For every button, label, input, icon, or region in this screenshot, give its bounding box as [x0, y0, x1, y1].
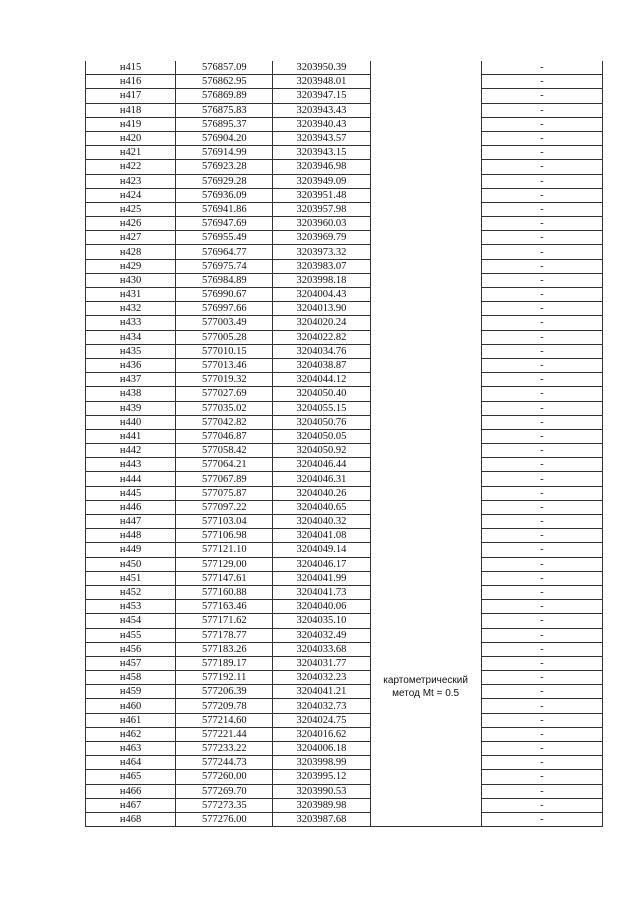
- point-name-cell: н428: [86, 245, 176, 259]
- accuracy-cell: -: [481, 671, 602, 685]
- y-coordinate-cell: 3204016.62: [273, 727, 370, 741]
- x-coordinate-cell: 577160.88: [176, 585, 273, 599]
- x-coordinate-cell: 577010.15: [176, 344, 273, 358]
- point-name-cell: н431: [86, 288, 176, 302]
- accuracy-cell: -: [481, 571, 602, 585]
- x-coordinate-cell: 577005.28: [176, 330, 273, 344]
- accuracy-cell: -: [481, 401, 602, 415]
- accuracy-cell: -: [481, 344, 602, 358]
- y-coordinate-cell: 3203957.98: [273, 202, 370, 216]
- y-coordinate-cell: 3203943.57: [273, 131, 370, 145]
- table-row: [86, 515, 603, 529]
- table-row: [86, 188, 603, 202]
- y-coordinate-cell: 3203989.98: [273, 798, 370, 812]
- y-coordinate-cell: 3204033.68: [273, 642, 370, 656]
- table-row: [86, 543, 603, 557]
- point-name-cell: н455: [86, 628, 176, 642]
- table-row: [86, 529, 603, 543]
- accuracy-cell: -: [481, 458, 602, 472]
- point-name-cell: н438: [86, 387, 176, 401]
- point-name-cell: н424: [86, 188, 176, 202]
- x-coordinate-cell: 576964.77: [176, 245, 273, 259]
- accuracy-cell: -: [481, 103, 602, 117]
- y-coordinate-cell: 3203940.43: [273, 117, 370, 131]
- table-row: [86, 798, 603, 812]
- accuracy-cell: -: [481, 585, 602, 599]
- accuracy-cell: -: [481, 131, 602, 145]
- accuracy-cell: -: [481, 146, 602, 160]
- y-coordinate-cell: 3204041.99: [273, 571, 370, 585]
- accuracy-cell: -: [481, 685, 602, 699]
- x-coordinate-cell: 577035.02: [176, 401, 273, 415]
- x-coordinate-cell: 577058.42: [176, 444, 273, 458]
- y-coordinate-cell: 3203960.03: [273, 217, 370, 231]
- point-name-cell: н419: [86, 117, 176, 131]
- table-row: [86, 600, 603, 614]
- method-line-2: метод Mt = 0.5: [392, 688, 460, 699]
- accuracy-cell: -: [481, 727, 602, 741]
- x-coordinate-cell: 577042.82: [176, 415, 273, 429]
- accuracy-cell: -: [481, 756, 602, 770]
- table-row: [86, 160, 603, 174]
- x-coordinate-cell: 577206.39: [176, 685, 273, 699]
- accuracy-cell: -: [481, 202, 602, 216]
- point-name-cell: н444: [86, 472, 176, 486]
- accuracy-cell: -: [481, 642, 602, 656]
- point-name-cell: н458: [86, 671, 176, 685]
- table-row: [86, 458, 603, 472]
- table-row: [86, 330, 603, 344]
- table-row: [86, 585, 603, 599]
- x-coordinate-cell: 576857.09: [176, 61, 273, 75]
- table-row: [86, 401, 603, 415]
- x-coordinate-cell: 577273.35: [176, 798, 273, 812]
- accuracy-cell: -: [481, 415, 602, 429]
- accuracy-cell: -: [481, 231, 602, 245]
- point-name-cell: н467: [86, 798, 176, 812]
- table-row: [86, 387, 603, 401]
- accuracy-cell: -: [481, 217, 602, 231]
- y-coordinate-cell: 3203983.07: [273, 259, 370, 273]
- accuracy-cell: -: [481, 373, 602, 387]
- x-coordinate-cell: 577064.21: [176, 458, 273, 472]
- table-row: [86, 770, 603, 784]
- x-coordinate-cell: 577129.00: [176, 557, 273, 571]
- coordinates-table: [85, 61, 603, 827]
- table-row: [86, 756, 603, 770]
- x-coordinate-cell: 576975.74: [176, 259, 273, 273]
- point-name-cell: н435: [86, 344, 176, 358]
- y-coordinate-cell: 3204050.40: [273, 387, 370, 401]
- point-name-cell: н445: [86, 486, 176, 500]
- point-name-cell: н460: [86, 699, 176, 713]
- accuracy-cell: -: [481, 543, 602, 557]
- x-coordinate-cell: 576941.86: [176, 202, 273, 216]
- point-name-cell: н434: [86, 330, 176, 344]
- y-coordinate-cell: 3203950.39: [273, 61, 370, 75]
- y-coordinate-cell: 3204041.08: [273, 529, 370, 543]
- accuracy-cell: -: [481, 316, 602, 330]
- x-coordinate-cell: 577189.17: [176, 656, 273, 670]
- table-row: [86, 614, 603, 628]
- y-coordinate-cell: 3204031.77: [273, 656, 370, 670]
- accuracy-cell: -: [481, 160, 602, 174]
- x-coordinate-cell: 577027.69: [176, 387, 273, 401]
- table-row: [86, 316, 603, 330]
- table-row: [86, 146, 603, 160]
- y-coordinate-cell: 3204020.24: [273, 316, 370, 330]
- table-row: [86, 174, 603, 188]
- point-name-cell: н439: [86, 401, 176, 415]
- accuracy-cell: -: [481, 472, 602, 486]
- y-coordinate-cell: 3204022.82: [273, 330, 370, 344]
- table-row: [86, 202, 603, 216]
- table-row: [86, 742, 603, 756]
- accuracy-cell: -: [481, 699, 602, 713]
- y-coordinate-cell: 3203943.15: [273, 146, 370, 160]
- y-coordinate-cell: 3204006.18: [273, 742, 370, 756]
- y-coordinate-cell: 3204032.73: [273, 699, 370, 713]
- point-name-cell: н451: [86, 571, 176, 585]
- accuracy-cell: -: [481, 770, 602, 784]
- table-row: [86, 75, 603, 89]
- y-coordinate-cell: 3204040.32: [273, 515, 370, 529]
- x-coordinate-cell: 576929.28: [176, 174, 273, 188]
- x-coordinate-cell: 577171.62: [176, 614, 273, 628]
- point-name-cell: н461: [86, 713, 176, 727]
- x-coordinate-cell: 576997.66: [176, 302, 273, 316]
- table-row: [86, 273, 603, 287]
- y-coordinate-cell: 3204040.65: [273, 500, 370, 514]
- table-row: [86, 699, 603, 713]
- y-coordinate-cell: 3203998.18: [273, 273, 370, 287]
- x-coordinate-cell: 577183.26: [176, 642, 273, 656]
- y-coordinate-cell: 3203949.09: [273, 174, 370, 188]
- x-coordinate-cell: 577147.61: [176, 571, 273, 585]
- point-name-cell: н433: [86, 316, 176, 330]
- table-row: [86, 727, 603, 741]
- point-name-cell: н447: [86, 515, 176, 529]
- x-coordinate-cell: 577103.04: [176, 515, 273, 529]
- accuracy-cell: -: [481, 600, 602, 614]
- point-name-cell: н450: [86, 557, 176, 571]
- accuracy-cell: -: [481, 288, 602, 302]
- x-coordinate-cell: 576904.20: [176, 131, 273, 145]
- accuracy-cell: -: [481, 784, 602, 798]
- y-coordinate-cell: 3203998.99: [273, 756, 370, 770]
- point-name-cell: н446: [86, 500, 176, 514]
- table-row: [86, 245, 603, 259]
- y-coordinate-cell: 3204040.26: [273, 486, 370, 500]
- accuracy-cell: -: [481, 812, 602, 826]
- point-name-cell: н453: [86, 600, 176, 614]
- method-cell: [370, 61, 481, 827]
- point-name-cell: н421: [86, 146, 176, 160]
- y-coordinate-cell: 3204050.76: [273, 415, 370, 429]
- y-coordinate-cell: 3204040.06: [273, 600, 370, 614]
- x-coordinate-cell: 577214.60: [176, 713, 273, 727]
- x-coordinate-cell: 577046.87: [176, 429, 273, 443]
- y-coordinate-cell: 3204034.76: [273, 344, 370, 358]
- y-coordinate-cell: 3203987.68: [273, 812, 370, 826]
- accuracy-cell: -: [481, 486, 602, 500]
- table-row: [86, 671, 603, 685]
- x-coordinate-cell: 577013.46: [176, 358, 273, 372]
- table-row: [86, 302, 603, 316]
- point-name-cell: н422: [86, 160, 176, 174]
- point-name-cell: н465: [86, 770, 176, 784]
- accuracy-cell: -: [481, 713, 602, 727]
- point-name-cell: н464: [86, 756, 176, 770]
- table-row: [86, 685, 603, 699]
- point-name-cell: н452: [86, 585, 176, 599]
- table-row: [86, 344, 603, 358]
- x-coordinate-cell: 576984.89: [176, 273, 273, 287]
- point-name-cell: н432: [86, 302, 176, 316]
- y-coordinate-cell: 3204032.49: [273, 628, 370, 642]
- x-coordinate-cell: 577075.87: [176, 486, 273, 500]
- accuracy-cell: -: [481, 529, 602, 543]
- accuracy-cell: -: [481, 515, 602, 529]
- accuracy-cell: -: [481, 174, 602, 188]
- point-name-cell: н441: [86, 429, 176, 443]
- accuracy-cell: -: [481, 557, 602, 571]
- y-coordinate-cell: 3204050.92: [273, 444, 370, 458]
- table-row: [86, 557, 603, 571]
- table-row: [86, 358, 603, 372]
- x-coordinate-cell: 576955.49: [176, 231, 273, 245]
- table-row: [86, 656, 603, 670]
- x-coordinate-cell: 576947.69: [176, 217, 273, 231]
- accuracy-cell: -: [481, 302, 602, 316]
- point-name-cell: н468: [86, 812, 176, 826]
- point-name-cell: н457: [86, 656, 176, 670]
- x-coordinate-cell: 576895.37: [176, 117, 273, 131]
- point-name-cell: н440: [86, 415, 176, 429]
- table-row: [86, 89, 603, 103]
- y-coordinate-cell: 3204032.23: [273, 671, 370, 685]
- method-description: [371, 674, 481, 700]
- x-coordinate-cell: 577003.49: [176, 316, 273, 330]
- point-name-cell: н436: [86, 358, 176, 372]
- accuracy-cell: -: [481, 656, 602, 670]
- table-row: [86, 231, 603, 245]
- coordinates-table-body: [86, 61, 603, 827]
- table-row: [86, 217, 603, 231]
- table-row: [86, 288, 603, 302]
- y-coordinate-cell: 3204041.73: [273, 585, 370, 599]
- table-row: [86, 571, 603, 585]
- x-coordinate-cell: 577019.32: [176, 373, 273, 387]
- point-name-cell: н430: [86, 273, 176, 287]
- table-row: [86, 486, 603, 500]
- point-name-cell: н443: [86, 458, 176, 472]
- point-name-cell: н456: [86, 642, 176, 656]
- table-row: [86, 628, 603, 642]
- table-row: [86, 429, 603, 443]
- y-coordinate-cell: 3204004.43: [273, 288, 370, 302]
- accuracy-cell: -: [481, 245, 602, 259]
- table-row: [86, 103, 603, 117]
- table-row: [86, 500, 603, 514]
- x-coordinate-cell: 576875.83: [176, 103, 273, 117]
- x-coordinate-cell: 576990.67: [176, 288, 273, 302]
- point-name-cell: н429: [86, 259, 176, 273]
- x-coordinate-cell: 577097.22: [176, 500, 273, 514]
- accuracy-cell: -: [481, 614, 602, 628]
- method-line-1: картометрический: [383, 675, 468, 686]
- table-row: [86, 373, 603, 387]
- x-coordinate-cell: 577269.70: [176, 784, 273, 798]
- accuracy-cell: -: [481, 387, 602, 401]
- coordinates-sheet: [85, 61, 603, 827]
- x-coordinate-cell: 576869.89: [176, 89, 273, 103]
- y-coordinate-cell: 3204035.10: [273, 614, 370, 628]
- y-coordinate-cell: 3204050.05: [273, 429, 370, 443]
- y-coordinate-cell: 3203946.98: [273, 160, 370, 174]
- y-coordinate-cell: 3203973.32: [273, 245, 370, 259]
- accuracy-cell: -: [481, 188, 602, 202]
- point-name-cell: н442: [86, 444, 176, 458]
- point-name-cell: н459: [86, 685, 176, 699]
- y-coordinate-cell: 3203943.43: [273, 103, 370, 117]
- x-coordinate-cell: 577221.44: [176, 727, 273, 741]
- table-row: [86, 415, 603, 429]
- table-row: [86, 812, 603, 826]
- table-row: [86, 61, 603, 75]
- x-coordinate-cell: 577106.98: [176, 529, 273, 543]
- x-coordinate-cell: 577260.00: [176, 770, 273, 784]
- point-name-cell: н437: [86, 373, 176, 387]
- y-coordinate-cell: 3204044.12: [273, 373, 370, 387]
- y-coordinate-cell: 3204046.17: [273, 557, 370, 571]
- x-coordinate-cell: 577244.73: [176, 756, 273, 770]
- accuracy-cell: -: [481, 259, 602, 273]
- y-coordinate-cell: 3204041.21: [273, 685, 370, 699]
- x-coordinate-cell: 577163.46: [176, 600, 273, 614]
- accuracy-cell: -: [481, 628, 602, 642]
- point-name-cell: н448: [86, 529, 176, 543]
- y-coordinate-cell: 3204049.14: [273, 543, 370, 557]
- y-coordinate-cell: 3204013.90: [273, 302, 370, 316]
- x-coordinate-cell: 577067.89: [176, 472, 273, 486]
- x-coordinate-cell: 577233.22: [176, 742, 273, 756]
- y-coordinate-cell: 3204046.31: [273, 472, 370, 486]
- accuracy-cell: -: [481, 444, 602, 458]
- table-row: [86, 472, 603, 486]
- table-row: [86, 642, 603, 656]
- x-coordinate-cell: 576914.99: [176, 146, 273, 160]
- accuracy-cell: -: [481, 273, 602, 287]
- point-name-cell: н418: [86, 103, 176, 117]
- table-row: [86, 259, 603, 273]
- y-coordinate-cell: 3203951.48: [273, 188, 370, 202]
- y-coordinate-cell: 3204046.44: [273, 458, 370, 472]
- accuracy-cell: -: [481, 742, 602, 756]
- y-coordinate-cell: 3203995.12: [273, 770, 370, 784]
- accuracy-cell: -: [481, 330, 602, 344]
- accuracy-cell: -: [481, 798, 602, 812]
- x-coordinate-cell: 577209.78: [176, 699, 273, 713]
- y-coordinate-cell: 3204038.87: [273, 358, 370, 372]
- accuracy-cell: -: [481, 75, 602, 89]
- point-name-cell: н417: [86, 89, 176, 103]
- x-coordinate-cell: 577178.77: [176, 628, 273, 642]
- point-name-cell: н423: [86, 174, 176, 188]
- y-coordinate-cell: 3204024.75: [273, 713, 370, 727]
- table-row: [86, 444, 603, 458]
- point-name-cell: н454: [86, 614, 176, 628]
- point-name-cell: н426: [86, 217, 176, 231]
- point-name-cell: н425: [86, 202, 176, 216]
- table-row: [86, 131, 603, 145]
- x-coordinate-cell: 577121.10: [176, 543, 273, 557]
- y-coordinate-cell: 3204055.15: [273, 401, 370, 415]
- point-name-cell: н416: [86, 75, 176, 89]
- accuracy-cell: -: [481, 358, 602, 372]
- point-name-cell: н449: [86, 543, 176, 557]
- table-row: [86, 784, 603, 798]
- x-coordinate-cell: 576862.95: [176, 75, 273, 89]
- accuracy-cell: -: [481, 89, 602, 103]
- point-name-cell: н420: [86, 131, 176, 145]
- x-coordinate-cell: 577192.11: [176, 671, 273, 685]
- table-row: [86, 713, 603, 727]
- accuracy-cell: -: [481, 429, 602, 443]
- accuracy-cell: -: [481, 500, 602, 514]
- accuracy-cell: -: [481, 61, 602, 75]
- x-coordinate-cell: 576923.28: [176, 160, 273, 174]
- point-name-cell: н463: [86, 742, 176, 756]
- y-coordinate-cell: 3203947.15: [273, 89, 370, 103]
- point-name-cell: н462: [86, 727, 176, 741]
- table-row: [86, 117, 603, 131]
- x-coordinate-cell: 576936.09: [176, 188, 273, 202]
- point-name-cell: н415: [86, 61, 176, 75]
- point-name-cell: н466: [86, 784, 176, 798]
- y-coordinate-cell: 3203948.01: [273, 75, 370, 89]
- y-coordinate-cell: 3203990.53: [273, 784, 370, 798]
- x-coordinate-cell: 577276.00: [176, 812, 273, 826]
- accuracy-cell: -: [481, 117, 602, 131]
- point-name-cell: н427: [86, 231, 176, 245]
- y-coordinate-cell: 3203969.79: [273, 231, 370, 245]
